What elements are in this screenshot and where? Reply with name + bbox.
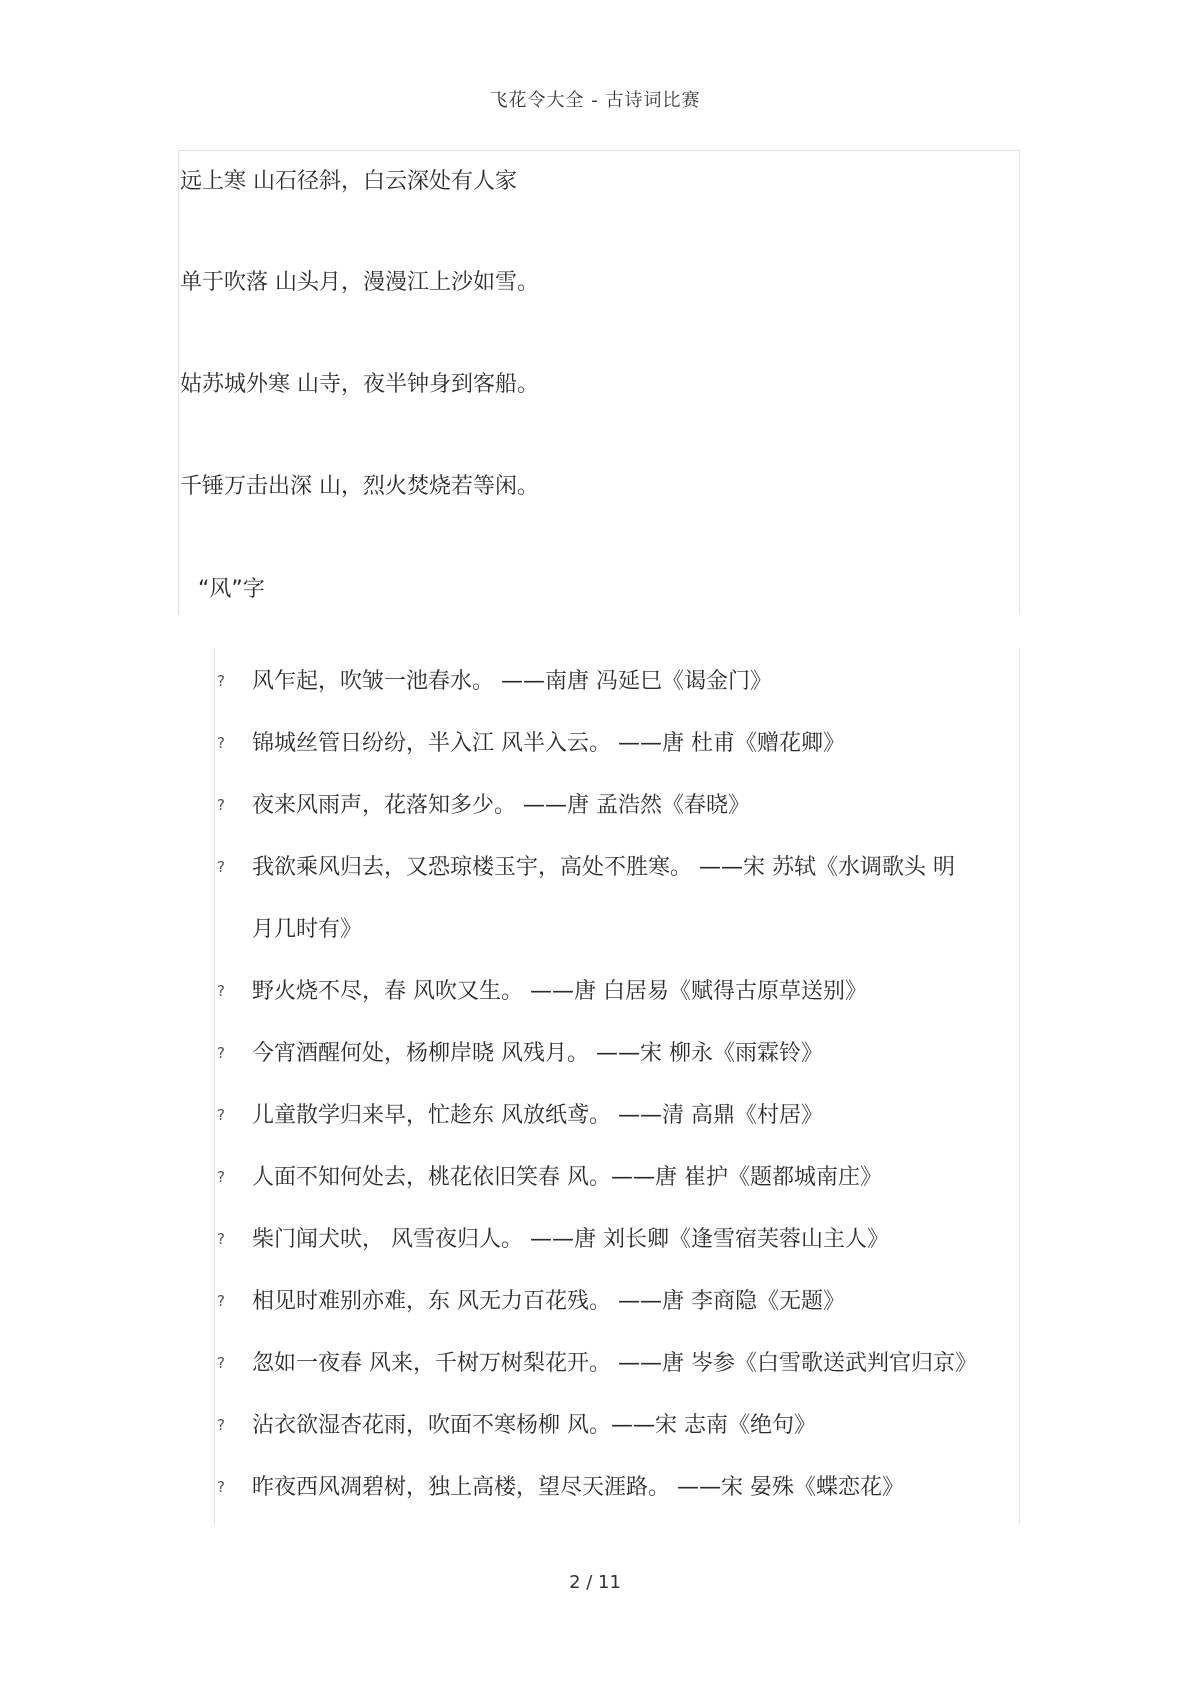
bullet-glyph: ? bbox=[217, 1292, 225, 1310]
bullet-glyph: ? bbox=[217, 672, 225, 690]
section-heading: “风”字 bbox=[198, 577, 265, 602]
list-item bbox=[0, 974, 1190, 1008]
list-item-text: 今宵酒醒何处，杨柳岸晓 风残月。 ——宋 柳永《雨霖铃》 bbox=[252, 1041, 823, 1066]
list-item-text: 我欲乘风归去，又恐琼楼玉宇，高处不胜寒。 ——宋 苏轼《水调歌头 明 bbox=[252, 855, 955, 880]
list-item-text: 昨夜西风凋碧树，独上高楼，望尽天涯路。 ——宋 晏殊《蝶恋花》 bbox=[252, 1475, 904, 1500]
bullet-glyph: ? bbox=[217, 858, 225, 876]
page-header: 飞花令大全 - 古诗词比赛 bbox=[489, 90, 701, 111]
list-item bbox=[0, 726, 1190, 760]
list-item bbox=[0, 1408, 1190, 1442]
list-item bbox=[0, 1098, 1190, 1132]
list-item-text: 沾衣欲湿杏花雨，吹面不寒杨柳 风。——宋 志南《绝句》 bbox=[252, 1413, 816, 1438]
list-item-text: 野火烧不尽，春 风吹又生。 ——唐 白居易《赋得古原草送别》 bbox=[252, 979, 867, 1004]
bullet-glyph: ? bbox=[217, 1230, 225, 1248]
bullet-glyph: ? bbox=[217, 1354, 225, 1372]
list-item-text: 儿童散学归来早，忙趁东 风放纸鸢。 ——清 高鼎《村居》 bbox=[252, 1103, 823, 1128]
list-item-continuation: 月几时有》 bbox=[252, 917, 363, 942]
list-item-text: 相见时难别亦难，东 风无力百花残。 ——唐 李商隐《无题》 bbox=[252, 1289, 845, 1314]
page-number: 2 / 11 bbox=[569, 1572, 621, 1593]
list-item bbox=[0, 1346, 1190, 1380]
poem-line: 姑苏城外寒 山寺，夜半钟身到客船。 bbox=[180, 372, 539, 397]
list-item bbox=[0, 788, 1190, 822]
list-item-text: 风乍起，吹皱一池春水。 ——南唐 冯延巳《谒金门》 bbox=[252, 669, 772, 694]
list-item bbox=[0, 1222, 1190, 1256]
bullet-glyph: ? bbox=[217, 796, 225, 814]
bullet-glyph: ? bbox=[217, 1416, 225, 1434]
bullet-glyph: ? bbox=[217, 1106, 225, 1124]
list-item bbox=[0, 1284, 1190, 1318]
poem-line: 单于吹落 山头月，漫漫江上沙如雪。 bbox=[180, 270, 539, 295]
list-item-text: 忽如一夜春 风来，千树万树梨花开。 ——唐 岑参《白雪歌送武判官归京》 bbox=[252, 1351, 977, 1376]
content-frame-list bbox=[214, 648, 1020, 1524]
bullet-glyph: ? bbox=[217, 734, 225, 752]
bullet-glyph: ? bbox=[217, 1044, 225, 1062]
list-item bbox=[0, 1036, 1190, 1070]
list-item bbox=[0, 664, 1190, 698]
poem-line: 千锤万击出深 山，烈火焚烧若等闲。 bbox=[180, 474, 539, 499]
list-item bbox=[0, 1160, 1190, 1194]
list-item-text: 人面不知何处去，桃花依旧笑春 风。——唐 崔护《题都城南庄》 bbox=[252, 1165, 882, 1190]
bullet-glyph: ? bbox=[217, 1168, 225, 1186]
bullet-glyph: ? bbox=[217, 1478, 225, 1496]
list-item-text: 柴门闻犬吠， 风雪夜归人。 ——唐 刘长卿《逢雪宿芙蓉山主人》 bbox=[252, 1227, 889, 1252]
list-item bbox=[0, 850, 1190, 884]
list-item-text: 锦城丝管日纷纷，半入江 风半入云。 ——唐 杜甫《赠花卿》 bbox=[252, 731, 845, 756]
list-item bbox=[0, 1470, 1190, 1504]
poem-line: 远上寒 山石径斜，白云深处有人家 bbox=[180, 169, 517, 194]
bullet-glyph: ? bbox=[217, 982, 225, 1000]
list-item-text: 夜来风雨声，花落知多少。 ——唐 孟浩然《春晓》 bbox=[252, 793, 750, 818]
